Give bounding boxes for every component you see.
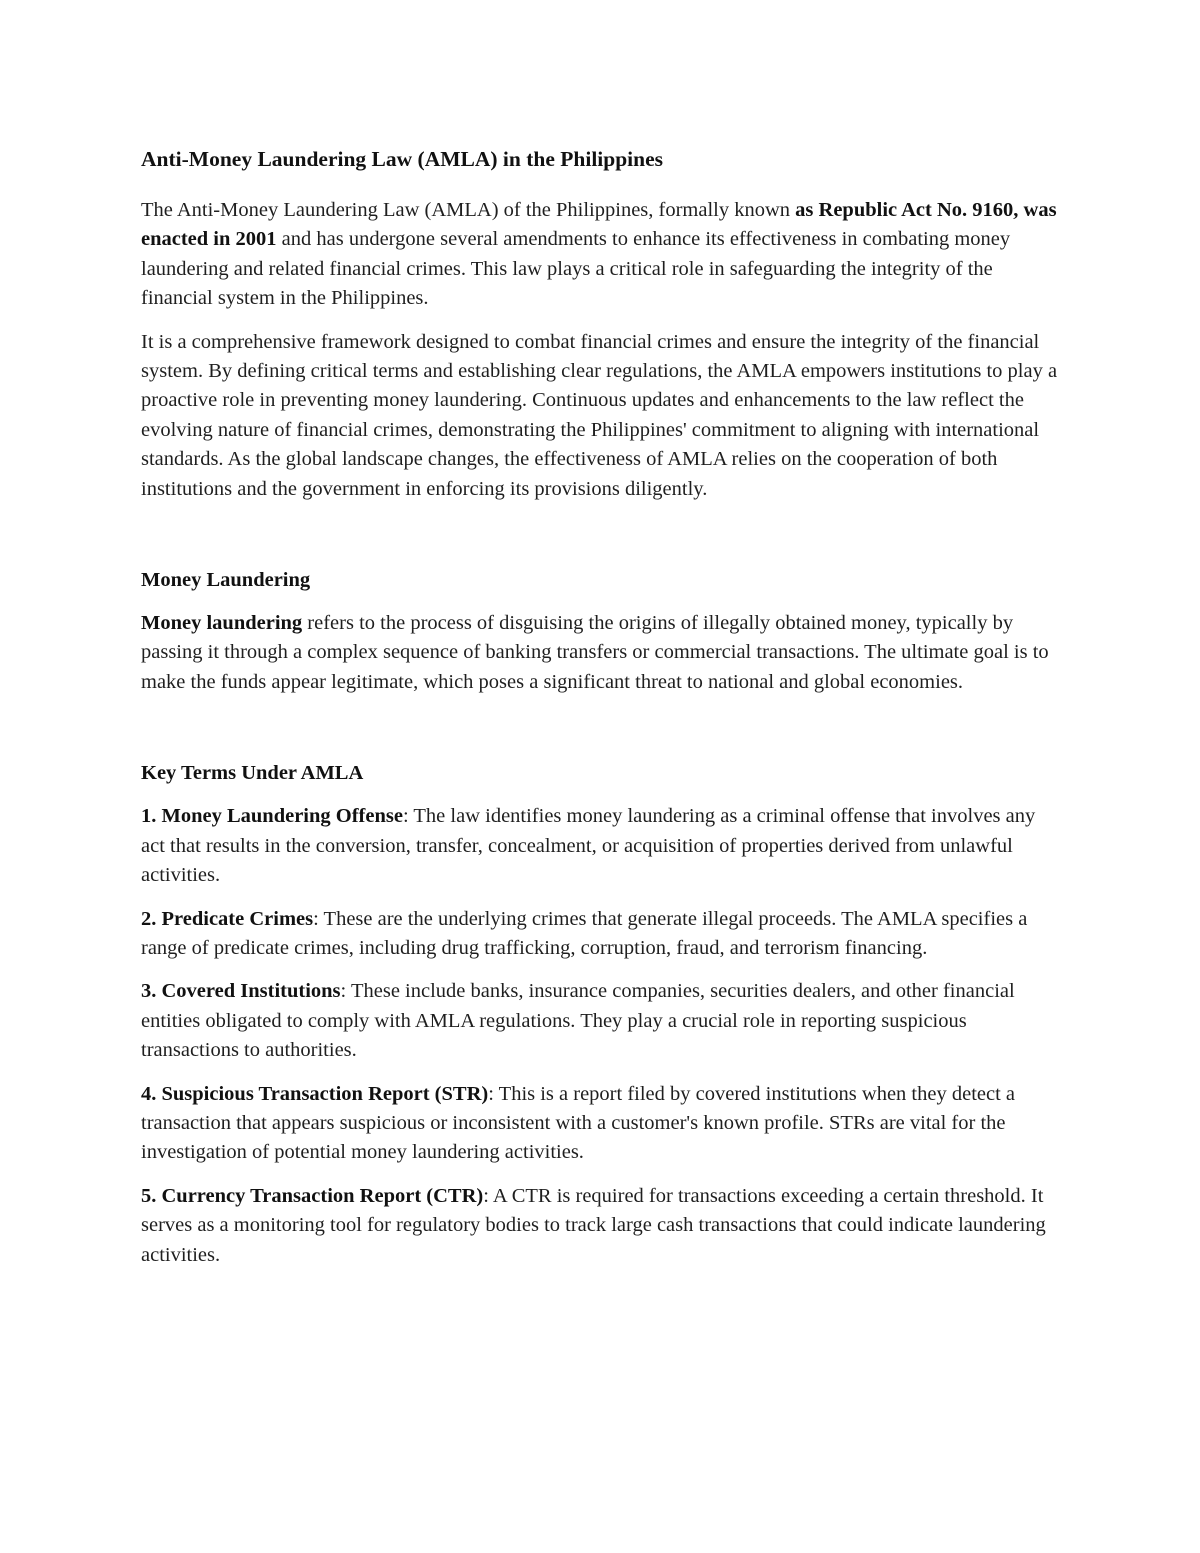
section-spacer: [141, 711, 1061, 759]
section-spacer: [141, 518, 1061, 566]
intro-text-a: The Anti-Money Laundering Law (AMLA) of the Philippines, formally known: [141, 199, 796, 221]
key-term-label: 3. Covered Institutions: [141, 980, 341, 1003]
intro-bold-law-reference: as Republic Act No. 9160, was enacted in 2001: [141, 199, 1057, 251]
key-term-label: 4. Suspicious Transaction Report (STR): [141, 1082, 489, 1105]
key-term-item: [141, 1080, 1061, 1168]
key-term-item: [141, 1182, 1061, 1270]
key-term-text: : These include banks, insurance companies, securities dealers, and other financial entities obligated to comply with AMLA regulations. They play a crucial role in reporting suspicious transactions to authorities.: [141, 980, 1015, 1062]
money-laundering-text: refers to the process of disguising the origins of illegally obtained money, typically by passing it through a complex sequence of banking transfers or commercial transactions. The ultimate goal is to make the funds appear legitimate, which poses a significant threat to national and global economies.: [141, 612, 1049, 693]
intro-text-c: and has undergone several amendments to enhance its effectiveness in combating money laundering and related financial crimes. This law plays a critical role in safeguarding the integrity of the financial system in the Philippines.: [141, 228, 1011, 310]
money-laundering-term: Money laundering: [141, 612, 303, 635]
key-term-text: : The law identifies money laundering as a criminal offense that involves any act that results in the conversion, transfer, concealment, or acquisition of properties derived from unlawful activities.: [141, 805, 1036, 887]
key-term-item: [141, 905, 1061, 964]
intro-paragraph-2: It is a comprehensive framework designed to combat financial crimes and ensure the integrity of the financial system. By defining critical terms and establishing clear regulations, the AMLA empowers institutions to play a proactive role in preventing money laundering. Continuous updates and enhancements to the law reflect the evolving nature of financial crimes, demonstrating the Philippines' commitment to aligning with international standards. As the global landscape changes, the effectiveness of AMLA relies on the cooperation of both institutions and the government in enforcing its provisions diligently.: [141, 330, 1058, 500]
document-title: Anti-Money Laundering Law (AMLA) in the Philippines: [141, 147, 664, 171]
key-term-label: 5. Currency Transaction Report (CTR): [141, 1184, 484, 1207]
key-terms-heading: Key Terms Under AMLA: [141, 762, 364, 785]
intro-paragraph-1: [141, 196, 1061, 314]
money-laundering-definition: [141, 609, 1061, 697]
key-term-label: 1. Money Laundering Offense: [141, 805, 403, 828]
key-term-text: : These are the underlying crimes that generate illegal proceeds. The AMLA specifies a range of predicate crimes, including drug trafficking, corruption, fraud, and terrorism financing.: [141, 907, 1028, 959]
key-term-item: [141, 977, 1061, 1065]
key-term-text: : This is a report filed by covered institutions when they detect a transaction that appears suspicious or inconsistent with a customer's known profile. STRs are vital for the investigation of potential money laundering activities.: [141, 1082, 1016, 1164]
money-laundering-heading: Money Laundering: [141, 569, 311, 592]
key-term-label: 2. Predicate Crimes: [141, 907, 314, 930]
key-term-text: : A CTR is required for transactions exceeding a certain threshold. It serves as a monitoring tool for regulatory bodies to track large cash transactions that could indicate laundering activities.: [141, 1184, 1046, 1266]
document-body: [141, 140, 1061, 1284]
key-term-item: [141, 802, 1061, 890]
